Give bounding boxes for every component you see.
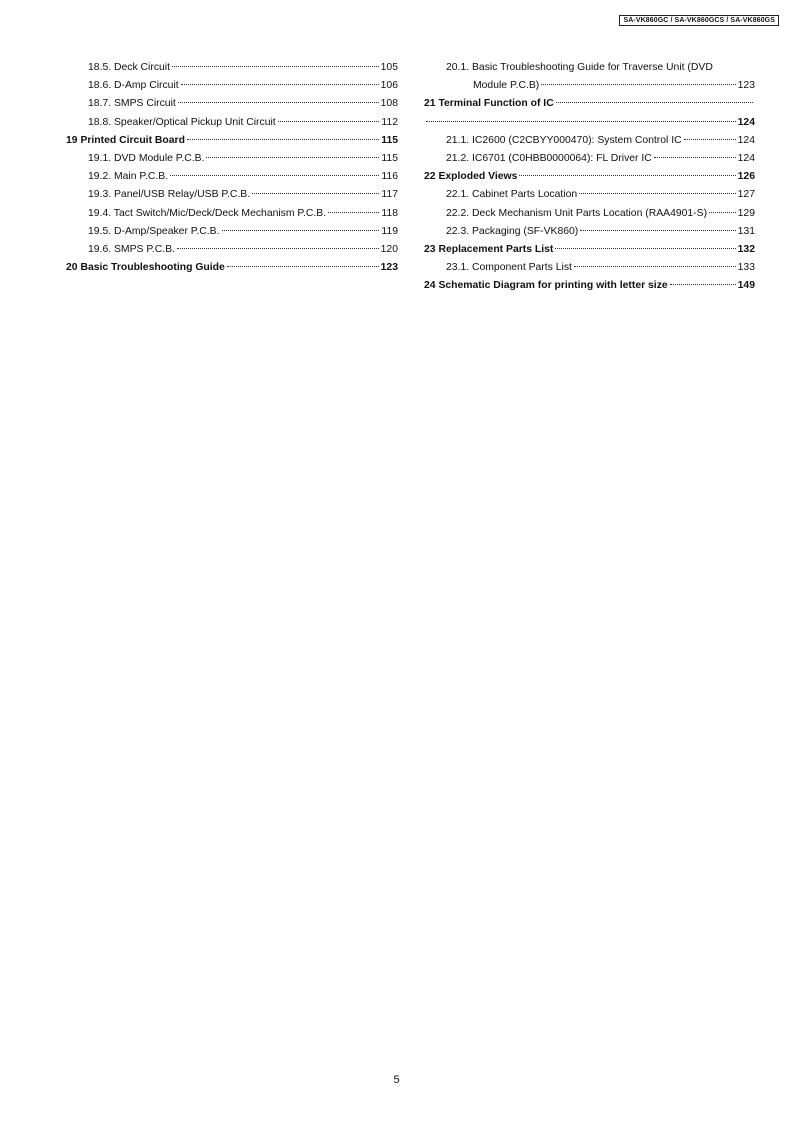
toc-entry[interactable] [66,244,398,262]
toc-entry-title: 21 Terminal Function of IC [424,98,554,110]
toc-entry[interactable] [424,280,755,298]
toc-entry-title: 23 Replacement Parts List [424,243,554,255]
dot-leader [556,102,753,103]
dot-leader [579,193,736,194]
toc-entry-title: 22 Exploded Views [424,171,518,183]
dot-leader [278,121,380,122]
page-number: 5 [393,1074,400,1086]
toc-entry-page: 118 [381,207,398,219]
toc-entry[interactable] [424,117,755,135]
toc-left-column [66,62,398,280]
toc-entry[interactable] [66,135,398,153]
toc-entry-page: 133 [737,262,755,274]
toc-entry[interactable] [424,135,755,153]
toc-entry[interactable] [66,171,398,189]
toc-entry-title: 19.5. D-Amp/Speaker P.C.B. [88,225,220,237]
toc-entry-page: 123 [737,80,755,92]
toc-entry[interactable] [66,262,398,280]
toc-entry-page: 123 [380,262,398,274]
toc-entry[interactable] [424,189,755,207]
toc-entry-page: 132 [737,243,755,255]
toc-entry[interactable] [424,153,755,171]
toc-entry-title: 19 Printed Circuit Board [66,134,185,146]
dot-leader [227,266,379,267]
toc-entry-page: 131 [737,225,755,237]
toc-entry-title: 18.5. Deck Circuit [88,62,170,73]
toc-entry-page: 124 [737,152,755,164]
toc-right-column [424,62,755,298]
toc-entry[interactable] [424,171,755,189]
dot-leader [541,84,735,85]
toc-entry[interactable] [424,62,755,80]
toc-entry[interactable] [66,208,398,226]
dot-leader [181,84,379,85]
dot-leader [172,66,379,67]
toc-entry-title: 22.2. Deck Mechanism Unit Parts Location (RAA4901-S) [446,207,708,219]
dot-leader [580,230,735,231]
toc-entry-title: 20.1. Basic Troubleshooting Guide for Traverse Unit (DVD [446,62,713,73]
dot-leader [222,230,380,231]
toc-entry-page: 117 [381,189,398,201]
toc-entry-page: 115 [381,134,398,146]
toc-entry-title: 18.8. Speaker/Optical Pickup Unit Circuit [88,116,276,128]
toc-entry-title: Module P.C.B) [473,80,540,92]
dot-leader [178,102,379,103]
toc-entry[interactable] [424,226,755,244]
toc-entry-page: 105 [380,62,398,73]
toc-entry[interactable] [424,98,755,116]
toc-entry-title: 23.1. Component Parts List [446,262,572,274]
toc-entry[interactable] [66,226,398,244]
toc-entry-title: 19.4. Tact Switch/Mic/Deck/Deck Mechanism P.C.B. [88,207,327,219]
toc-entry-page: 115 [381,152,398,164]
toc-entry-page: 124 [737,134,755,146]
dot-leader [170,175,379,176]
toc-entry[interactable] [66,153,398,171]
toc-entry-page: 112 [381,116,398,128]
dot-leader [555,248,735,249]
toc-entry-page: 120 [380,243,398,255]
toc-entry-page: 116 [381,171,398,183]
toc-entry-title: 21.2. IC6701 (C0HBB0000064): FL Driver IC [446,152,652,164]
dot-leader [206,157,379,158]
dot-leader [177,248,379,249]
toc-entry-title: 18.7. SMPS Circuit [88,98,176,110]
dot-leader [709,212,736,213]
toc-entry-page: 129 [737,207,755,219]
dot-leader [670,284,736,285]
toc-entry-title: 21.1. IC2600 (C2CBYY000470): System Control IC [446,134,682,146]
toc-entry-title: 22.3. Packaging (SF-VK860) [446,225,579,237]
toc-entry-page: 126 [737,171,755,183]
toc-entry[interactable] [424,80,755,98]
dot-leader [574,266,736,267]
model-header-box: SA-VK860GC / SA-VK860GCS / SA-VK860GS [619,15,779,26]
toc-entry[interactable] [66,98,398,116]
dot-leader [328,212,379,213]
toc-entry-title: 24 Schematic Diagram for printing with letter size [424,280,668,292]
dot-leader [252,193,379,194]
toc-entry[interactable] [66,80,398,98]
toc-entry-title: 19.1. DVD Module P.C.B. [88,152,205,164]
toc-entry[interactable] [424,208,755,226]
dot-leader [187,139,379,140]
toc-entry[interactable] [424,244,755,262]
toc-entry-title: 20 Basic Troubleshooting Guide [66,262,225,274]
toc-entry-title: 19.2. Main P.C.B. [88,171,169,183]
toc-entry-page: 108 [380,98,398,110]
dot-leader [426,121,736,122]
dot-leader [654,157,736,158]
toc-entry-page: 119 [381,225,398,237]
toc-entry-title: 19.6. SMPS P.C.B. [88,243,176,255]
toc-entry-title: 18.6. D-Amp Circuit [88,80,179,92]
toc-entry-page: 149 [737,280,755,292]
toc-entry[interactable] [66,117,398,135]
toc-entry-page: 124 [737,116,755,128]
toc-entry[interactable] [66,189,398,207]
toc-entry-page: 106 [380,80,398,92]
dot-leader [684,139,736,140]
toc-entry-title: 19.3. Panel/USB Relay/USB P.C.B. [88,189,251,201]
dot-leader [519,175,735,176]
toc-entry[interactable] [66,62,398,80]
toc-entry-title: 22.1. Cabinet Parts Location [446,189,578,201]
toc-entry[interactable] [424,262,755,280]
toc-entry-page: 127 [737,189,755,201]
